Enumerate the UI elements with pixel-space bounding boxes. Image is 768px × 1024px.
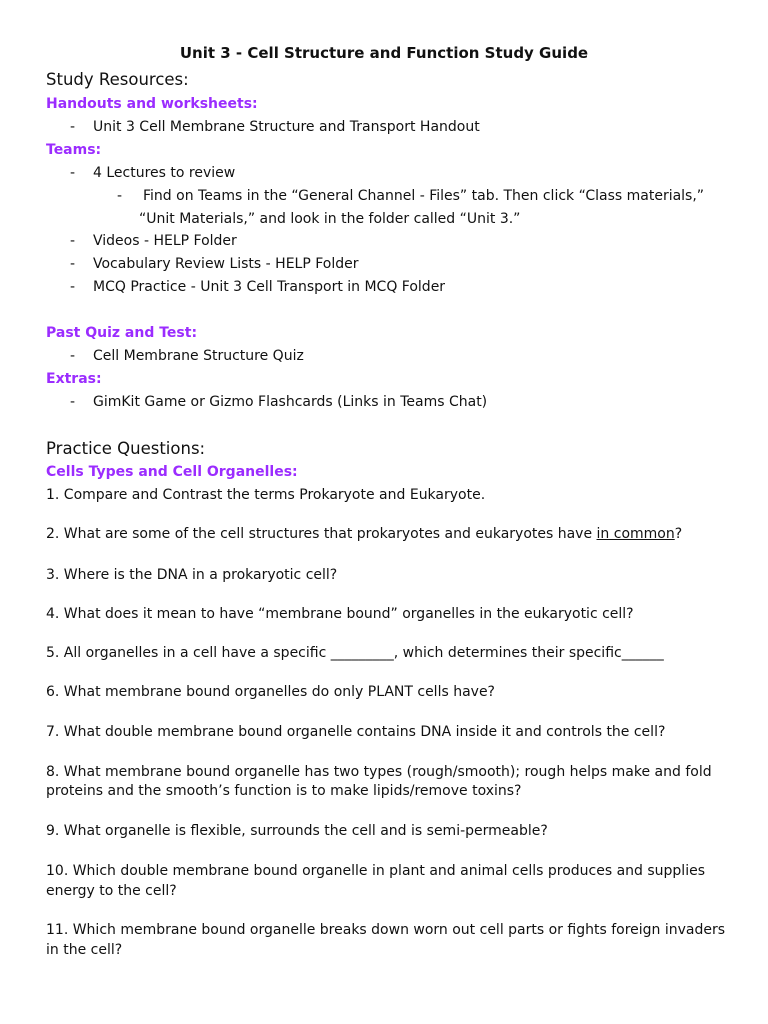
question-11-line-2: in the cell? — [46, 942, 123, 958]
question-8-line-2: proteins and the smooth’s function is to make lipids/remove toxins? — [46, 783, 522, 799]
practice-questions-heading: Practice Questions: — [46, 439, 206, 458]
question-2 — [46, 524, 682, 544]
teams-label: Teams: — [46, 142, 102, 158]
question-2-underlined: in common — [596, 526, 675, 542]
bullet-dash: - — [70, 394, 76, 410]
question-10-line-1: 10. Which double membrane bound organelle in plant and animal cells produces and supplies — [46, 863, 705, 879]
extras-label: Extras: — [46, 371, 102, 387]
past-quiz-label: Past Quiz and Test: — [46, 325, 198, 341]
question-10-line-2: energy to the cell? — [46, 883, 177, 899]
teams-item-lectures: 4 Lectures to review — [93, 165, 236, 181]
bullet-dash: - — [117, 188, 123, 204]
teams-subitem-line-2: “Unit Materials,” and look in the folder called “Unit 3.” — [139, 211, 521, 227]
teams-item-videos: Videos - HELP Folder — [93, 233, 237, 249]
bullet-dash: - — [70, 119, 76, 135]
cell-organelles-label: Cells Types and Cell Organelles: — [46, 464, 298, 480]
extras-item: GimKit Game or Gizmo Flashcards (Links in Teams Chat) — [93, 394, 488, 410]
study-resources-heading: Study Resources: — [46, 70, 189, 89]
question-8-line-1: 8. What membrane bound organelle has two types (rough/smooth); rough helps make and fold — [46, 764, 712, 780]
bullet-dash: - — [70, 256, 76, 272]
document-title: Unit 3 - Cell Structure and Function Study Guide — [179, 44, 589, 62]
bullet-dash: - — [70, 279, 76, 295]
past-quiz-item: Cell Membrane Structure Quiz — [93, 348, 304, 364]
teams-item-mcq: MCQ Practice - Unit 3 Cell Transport in MCQ Folder — [93, 279, 446, 295]
question-6: 6. What membrane bound organelles do only PLANT cells have? — [46, 684, 495, 700]
question-4: 4. What does it mean to have “membrane bound” organelles in the eukaryotic cell? — [46, 606, 634, 622]
teams-subitem-line-1: Find on Teams in the “General Channel - Files” tab. Then click “Class materials,” — [143, 188, 705, 204]
bullet-dash: - — [70, 233, 76, 249]
bullet-dash: - — [70, 348, 76, 364]
handout-item: Unit 3 Cell Membrane Structure and Transport Handout — [93, 119, 480, 135]
question-2-text: 2. What are some of the cell structures that prokaryotes and eukaryotes have — [46, 526, 597, 542]
question-2-end: ? — [674, 526, 683, 542]
teams-item-vocabulary: Vocabulary Review Lists - HELP Folder — [93, 256, 359, 272]
handouts-label: Handouts and worksheets: — [46, 96, 258, 112]
question-1: 1. Compare and Contrast the terms Prokaryote and Eukaryote. — [46, 487, 486, 503]
question-3: 3. Where is the DNA in a prokaryotic cell? — [46, 567, 338, 583]
bullet-dash: - — [70, 165, 76, 181]
question-9: 9. What organelle is flexible, surrounds the cell and is semi-permeable? — [46, 823, 548, 839]
question-11-line-1: 11. Which membrane bound organelle breaks down worn out cell parts or fights foreign invaders — [46, 922, 726, 938]
question-7: 7. What double membrane bound organelle contains DNA inside it and controls the cell? — [46, 724, 666, 740]
question-5: 5. All organelles in a cell have a specific _________, which determines their specific______ — [46, 645, 664, 661]
